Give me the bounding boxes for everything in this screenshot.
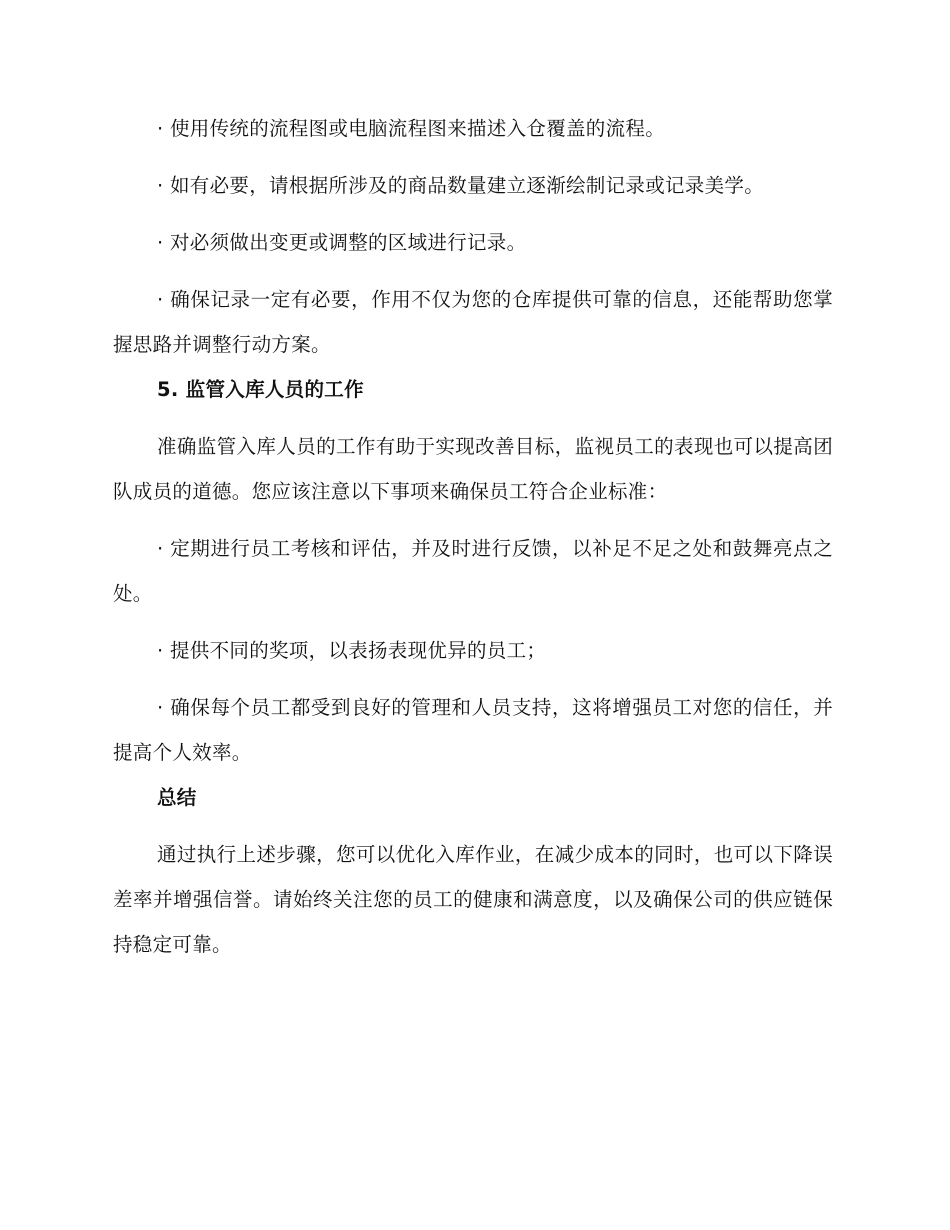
bullet-ensure-records: · 确保记录一定有必要，作用不仅为您的仓库提供可靠的信息，还能帮助您掌握思路并调整行动方案。 [113,288,833,356]
bullet-flowchart: · 使用传统的流程图或电脑流程图来描述入仓覆盖的流程。 [157,117,665,140]
section-5-intro: 准确监管入库人员的工作有助于实现改善目标，监视员工的表现也可以提高团队成员的道德。您应该注意以下事项来确保员工符合企业标准： [113,435,833,503]
bullet-management-support: · 确保每个员工都受到良好的管理和人员支持，这将增强员工对您的信任，并提高个人效率。 [113,696,833,764]
document-page [113,106,833,967]
bullet-records-by-quantity: · 如有必要，请根据所涉及的商品数量建立逐渐绘制记录或记录美学。 [157,174,764,197]
summary-text: 通过执行上述步骤，您可以优化入库作业，在减少成本的同时，也可以下降误差率并增强信誉。请始终关注您的员工的健康和满意度，以及确保公司的供应链保持稳定可靠。 [113,843,833,956]
bullet-awards: · 提供不同的奖项，以表扬表现优异的员工； [157,639,547,662]
summary-heading: 总结 [157,786,197,809]
bullet-evaluation: · 定期进行员工考核和评估，并及时进行反馈，以补足不足之处和鼓舞亮点之处。 [113,537,833,605]
bullet-record-changes: · 对必须做出变更或调整的区域进行记录。 [157,231,527,254]
section-5-heading: 5. 监管入库人员的工作 [157,378,364,401]
